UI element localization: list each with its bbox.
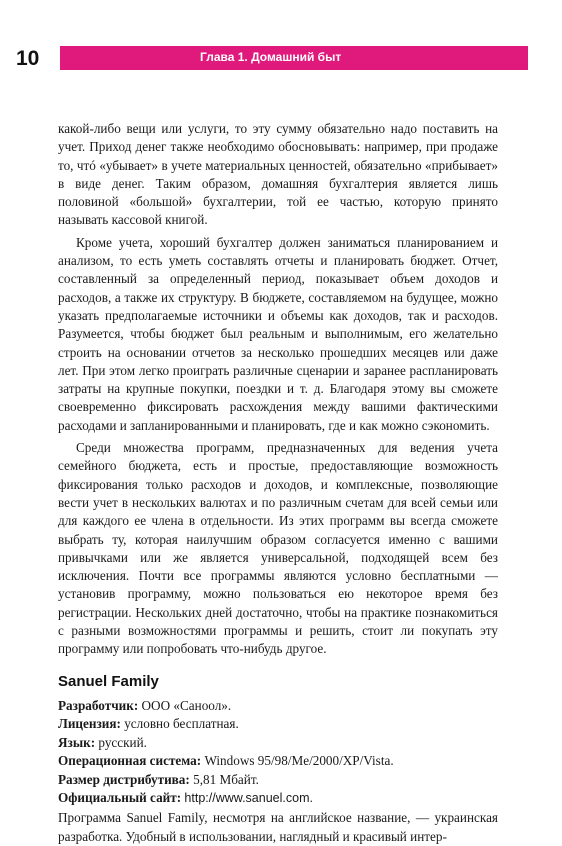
page-content — [58, 120, 498, 846]
info-row-os — [58, 752, 498, 770]
info-label: Официальный сайт: — [58, 789, 182, 805]
chapter-title: Глава 1. Домашний быт — [200, 50, 342, 64]
paragraph-1: какой-либо вещи или услуги, то эту сумму обязательно надо поставить на учет. Приход денег также необходимо обосновывать: например, при продаже то, чтó «убывает» в учете материальных ценностей, обязательно «прибывает» в виде денег. Таким образом, домашняя бухгалтерия является лишь половиной «большой» бухгалтерии, той ее частью, которую принято называть кассовой книгой. — [58, 121, 498, 228]
info-value: ООО «Саноол». — [141, 697, 232, 713]
info-row-developer — [58, 697, 498, 715]
info-label: Операционная система: — [58, 753, 202, 769]
info-row-size — [58, 771, 498, 789]
info-row-site — [58, 789, 498, 807]
section-heading: Sanuel Family — [58, 672, 159, 690]
paragraph-4: Программа Sanuel Family, несмотря на английское название, — украинская разработка. Удобный в использовании, наглядный и красивый интер- — [58, 810, 498, 844]
paragraph-3: Среди множества программ, предназначенных для ведения учета семейного бюджета, есть и простые, предоставляющие возможность фиксирования только расходов и доходов, и комплексные, позволяющие вести учет в нескольких валютах и по различным счетам для всей семьи или для каждого ее члена в отдельности. Из этих программ вы всегда сможете выбрать ту, которая наилучшим образом согласуется именно с вашими привычками или же является универсальной, подходящей всем без исключения. Почти все программы являются условно бесплатными — установив программу, можно пользоваться ею некоторое время без регистрации. Нескольких дней достаточно, чтобы на практике познакомиться с разными возможностями программы и решить, стоит ли покупать эту программу или попробовать что-нибудь другое. — [58, 440, 498, 657]
info-label: Лицензия: — [58, 716, 121, 732]
official-site-link[interactable]: http://www.sanuel.com. — [184, 790, 313, 805]
paragraph-2: Кроме учета, хороший бухгалтер должен заниматься планированием и анализом, то есть уметь составлять отчеты и планировать бюджет. Отчет, составленный за определенный период, показывает объем доходов и расходов, а также их структуру. В бюджете, составляемом на будущее, можно указать предполагаемые источники и объемы как доходов, так и расходов. Разумеется, чтобы бюджет был реальным и выполнимым, его желательно строить на основании отчетов за несколько прошедших месяцев или даже лет. При этом легко проиграть различные сценарии и заранее распланировать затраты на крупные покупки, поездки и т. д. Благодаря этому вы сможете своевременно фиксировать расхождения между вашими фактическими расходами и запланированными и планировать, где и как можно сэкономить. — [58, 234, 498, 433]
info-label: Разработчик: — [58, 697, 139, 713]
info-label: Размер дистрибутива: — [58, 771, 190, 787]
info-row-language — [58, 734, 498, 752]
info-value: 5,81 Мбайт. — [193, 771, 259, 787]
info-row-license — [58, 715, 498, 733]
info-value: условно бесплатная. — [124, 716, 239, 732]
info-value: русский. — [98, 734, 147, 750]
info-label: Язык: — [58, 734, 96, 750]
info-value: Windows 95/98/Me/2000/XP/Vista. — [204, 753, 394, 769]
page-number: 10 — [16, 47, 40, 70]
